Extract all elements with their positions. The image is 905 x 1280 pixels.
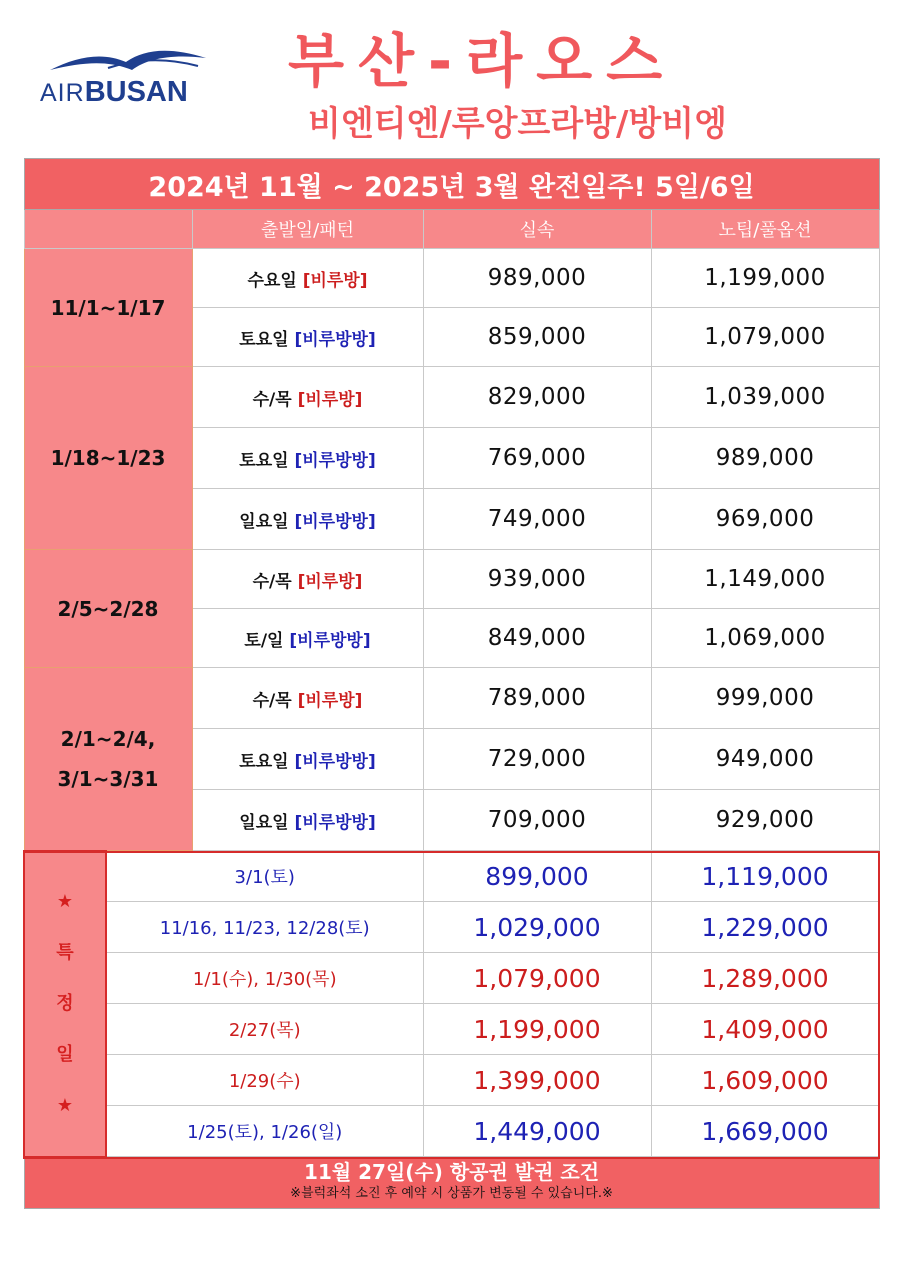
special-date: 1/25(토), 1/26(일) xyxy=(106,1106,423,1157)
premium-price: 1,069,000 xyxy=(651,609,879,668)
pattern-cell xyxy=(192,367,423,428)
basic-price: 1,449,000 xyxy=(423,1106,651,1157)
special-row xyxy=(24,902,879,953)
column-header-pattern: 출발일/패턴 xyxy=(192,210,423,249)
period-label: 11/1~1/17 xyxy=(24,249,192,367)
ticketing-condition: 11월 27일(수) 항공권 발권 조건 xyxy=(304,1159,600,1184)
day-label: 토요일 xyxy=(239,329,289,350)
premium-price: 1,149,000 xyxy=(651,550,879,609)
price-notice: ※블럭좌석 소진 후 예약 시 상품가 변동될 수 있습니다.※ xyxy=(290,1185,613,1201)
period-label: 1/18~1/23 xyxy=(24,367,192,550)
day-label: 토요일 xyxy=(239,751,289,772)
basic-price: 789,000 xyxy=(423,668,651,729)
special-date: 3/1(토) xyxy=(106,851,423,902)
special-date: 1/29(수) xyxy=(106,1055,423,1106)
pattern-cell xyxy=(192,609,423,668)
pattern-cell xyxy=(192,428,423,489)
pattern-cell xyxy=(192,729,423,790)
route-tag: [비루방] xyxy=(297,389,363,410)
route-tag: [비루방] xyxy=(302,270,368,291)
table-footer xyxy=(24,1157,879,1209)
table-header: 2024년 11월 ~ 2025년 3월 완전일주! 5일/6일 xyxy=(24,159,879,210)
pattern-cell xyxy=(192,489,423,550)
premium-price: 1,229,000 xyxy=(651,902,879,953)
special-label-char: 일 xyxy=(56,1044,74,1065)
day-label: 토/일 xyxy=(244,630,284,651)
basic-price: 939,000 xyxy=(423,550,651,609)
special-row xyxy=(24,851,879,902)
basic-price: 1,399,000 xyxy=(423,1055,651,1106)
special-label-char: 정 xyxy=(56,993,74,1014)
day-label: 토요일 xyxy=(239,450,289,471)
bird-icon xyxy=(48,48,208,78)
star-icon: ★ xyxy=(56,1095,74,1116)
table-footer-row xyxy=(24,1157,879,1209)
special-row xyxy=(24,1106,879,1157)
route-tag: [비루방방] xyxy=(294,751,376,772)
premium-price: 989,000 xyxy=(651,428,879,489)
premium-price: 1,609,000 xyxy=(651,1055,879,1106)
page-title: 부산-라오스 xyxy=(288,27,677,95)
day-label: 수요일 xyxy=(247,270,297,291)
basic-price: 1,079,000 xyxy=(423,953,651,1004)
premium-price: 949,000 xyxy=(651,729,879,790)
logo-air: AIR xyxy=(40,79,85,107)
special-label-char: 특 xyxy=(56,942,74,963)
air-busan-logo xyxy=(38,48,213,108)
basic-price: 899,000 xyxy=(423,851,651,902)
premium-price: 1,409,000 xyxy=(651,1004,879,1055)
premium-price: 969,000 xyxy=(651,489,879,550)
column-header-basic: 실속 xyxy=(423,210,651,249)
basic-price: 769,000 xyxy=(423,428,651,489)
price-table xyxy=(23,158,880,1209)
route-tag: [비루방방] xyxy=(294,450,376,471)
basic-price: 859,000 xyxy=(423,308,651,367)
logo-text xyxy=(40,76,188,109)
day-label: 수/목 xyxy=(252,389,292,410)
table-row xyxy=(24,668,879,729)
route-tag: [비루방방] xyxy=(289,630,371,651)
premium-price: 1,119,000 xyxy=(651,851,879,902)
column-header-blank xyxy=(24,210,192,249)
period-label-line2: 3/1~3/31 xyxy=(57,766,159,791)
special-date: 11/16, 11/23, 12/28(토) xyxy=(106,902,423,953)
table-row xyxy=(24,249,879,308)
special-date: 1/1(수), 1/30(목) xyxy=(106,953,423,1004)
basic-price: 849,000 xyxy=(423,609,651,668)
special-row xyxy=(24,1055,879,1106)
basic-price: 749,000 xyxy=(423,489,651,550)
table-row xyxy=(24,367,879,428)
logo-busan: BUSAN xyxy=(84,76,188,108)
basic-price: 1,029,000 xyxy=(423,902,651,953)
column-header-premium: 노팁/풀옵션 xyxy=(651,210,879,249)
premium-price: 1,039,000 xyxy=(651,367,879,428)
special-row xyxy=(24,1004,879,1055)
basic-price: 989,000 xyxy=(423,249,651,308)
special-row xyxy=(24,953,879,1004)
basic-price: 829,000 xyxy=(423,367,651,428)
route-tag: [비루방방] xyxy=(294,511,376,532)
premium-price: 929,000 xyxy=(651,790,879,851)
table-header-row xyxy=(24,159,879,210)
pattern-cell xyxy=(192,790,423,851)
page-subtitle: 비엔티엔/루앙프라방/방비엥 xyxy=(308,104,727,144)
day-label: 일요일 xyxy=(239,511,289,532)
day-label: 일요일 xyxy=(239,812,289,833)
route-tag: [비루방방] xyxy=(294,329,376,350)
route-tag: [비루방방] xyxy=(294,812,376,833)
period-label: 2/5~2/28 xyxy=(24,550,192,668)
premium-price: 1,079,000 xyxy=(651,308,879,367)
special-dates-label xyxy=(24,851,106,1157)
star-icon: ★ xyxy=(56,891,74,912)
basic-price: 1,199,000 xyxy=(423,1004,651,1055)
day-label: 수/목 xyxy=(252,571,292,592)
basic-price: 729,000 xyxy=(423,729,651,790)
premium-price: 1,199,000 xyxy=(651,249,879,308)
pattern-cell xyxy=(192,668,423,729)
basic-price: 709,000 xyxy=(423,790,651,851)
premium-price: 1,289,000 xyxy=(651,953,879,1004)
pattern-cell xyxy=(192,308,423,367)
period-label xyxy=(24,668,192,851)
pattern-cell xyxy=(192,550,423,609)
pattern-cell xyxy=(192,249,423,308)
special-date: 2/27(목) xyxy=(106,1004,423,1055)
table-row xyxy=(24,550,879,609)
route-tag: [비루방] xyxy=(297,571,363,592)
route-tag: [비루방] xyxy=(297,690,363,711)
premium-price: 999,000 xyxy=(651,668,879,729)
day-label: 수/목 xyxy=(252,690,292,711)
period-label-line1: 2/1~2/4, xyxy=(60,726,156,751)
premium-price: 1,669,000 xyxy=(651,1106,879,1157)
column-header-row xyxy=(24,210,879,249)
